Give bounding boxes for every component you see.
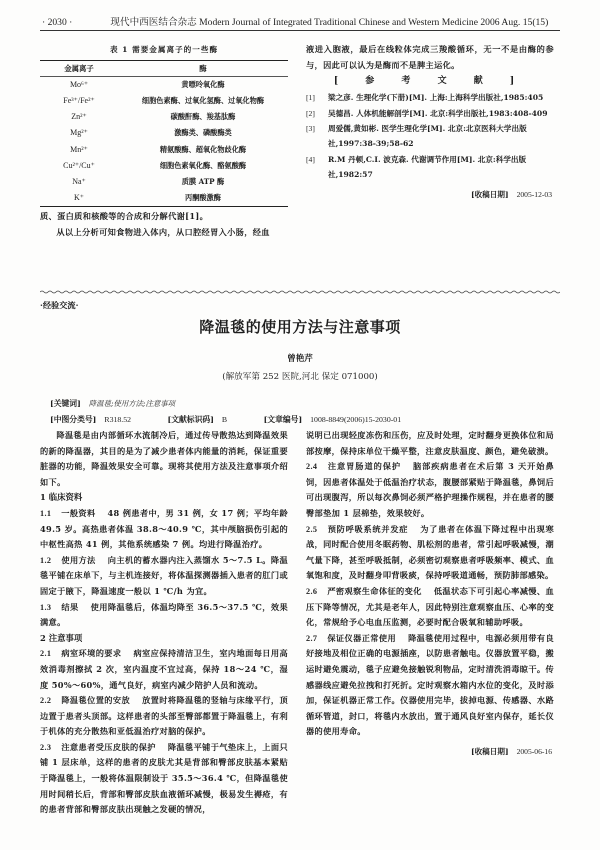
reference-item: [2] 吴德昌. 人体机能解剖学[M]. 北京:科学出版社,1983:408-409: [306, 108, 548, 118]
reference-item: [1] 梁之彦. 生理化学(下册)[M]. 上海:上海科学出版社,1985:405: [306, 93, 544, 103]
running-header: [42, 14, 562, 30]
prev-paragraph-continued: 液进入胞液，最后在线粒体完成三羧酸循环，无一不是由酶的参与，因此可以认为是酶而不是脾主运化。: [306, 44, 554, 70]
article-right-column: [306, 428, 554, 759]
ion-cell: Fe³⁺/Fe²⁺: [63, 96, 95, 106]
table-row: [40, 109, 288, 125]
subsection-2-2: 2.2 降温毯位置的安放 放置时将降温毯的竖轴与床缘平行，顶边置于患者头顶部。这样患者的头部至臀部都置于降温毯上，有利于机体的充分散热和亚低温治疗对脑的保护。: [40, 695, 289, 737]
ion-cell: Na⁺: [72, 177, 86, 187]
article-left-column: [40, 428, 288, 818]
received-date-line: [306, 744, 554, 760]
table-row: [40, 77, 288, 94]
metal-ion-enzyme-table: [40, 60, 288, 207]
keywords-line: [50, 398, 175, 409]
prev-article-right-column: [306, 42, 554, 202]
ion-cell: Mn²⁺: [70, 144, 88, 154]
table-caption: 表 1 需要金属离子的一些酶: [109, 45, 219, 54]
ion-cell: Cu²⁺/Cu⁺: [63, 160, 95, 170]
journal-title: 现代中西医结合杂志 Modern Journal of Integrated Traditional Chinese and Western Medicine 2006 Aug. 15(15): [110, 17, 549, 28]
received-date: 2005-12-03: [516, 189, 552, 199]
subsection-1-3: 1.3 结果 使用降温毯后，体温均降至 36.5～37.5 ℃，效果满意。: [40, 601, 288, 628]
prev-article-left-column: [40, 42, 288, 240]
reference-item: [4] R.M 丹顿,C.I. 波克森. 代谢调节作用[M]. 北京:科学出版社,1982:57: [306, 154, 527, 180]
header-rule: [40, 30, 560, 31]
enzyme-cell: 碳酸酐酶、羧基肽酶: [170, 112, 236, 122]
classification-line: [50, 414, 401, 425]
section-heading-1: 1 临床资料: [40, 492, 83, 503]
article-author: 曾艳芹: [287, 354, 313, 364]
subsection-2-1: 2.1 病室环境的要求 病室应保持清洁卫生，室内地面每日用高效消毒剂擦拭 2 次，室内温度不宜过高，保持 18～24 ℃，湿度 50%～60%，通气良好，病室内减少陪护人员和流动。: [40, 648, 288, 690]
clc-label: [中图分类号]: [50, 415, 97, 424]
subsection-2-3-continued: 说明已出现轻度冻伤和压伤，应及时处理，定时翻身更换体位和局部按摩，保持床单位干燥平整，注意皮肤温度、颜色，避免破溃。: [306, 430, 554, 456]
table-header-ion: 金属离子: [40, 61, 118, 77]
wavy-divider: [40, 290, 560, 294]
table-row: [40, 174, 288, 190]
doc-code-label: [文献标识码]: [167, 415, 214, 424]
enzyme-cell: 激酶类、磷酸酶类: [174, 128, 232, 138]
enzyme-cell: 细胞色素酶、过氧化氢酶、过氧化物酶: [141, 96, 265, 106]
table-row: [40, 93, 288, 109]
article-id-label: [文章编号]: [263, 415, 303, 424]
subsection-1-2: 1.2 使用方法 向主机的蓄水器内注入蒸馏水 5～7.5 L。降温毯平铺在床单下，与主机连接好，将体温探测器插入患者的肛门或固定于腋下，降温速度一般以 1 ℃/h 为宜。: [40, 554, 288, 596]
received-date: 2005-06-16: [516, 746, 552, 756]
received-date-line: [306, 187, 554, 203]
article-affiliation: (解放军第 252 医院,河北 保定 071000): [222, 372, 378, 382]
ion-cell: K⁺: [74, 193, 84, 203]
subsection-2-3: 2.3 注意患者受压皮肤的保护 降温毯平铺于气垫床上，上面只铺 1 层床单，这样的患者的皮肤尤其是背部和臀部皮肤基本紧贴于降温毯上，一般将体温限制设于 35.5～36.4 ℃，但降温毯使用时间稍长后，背部和臀部皮肤血液循环减慢，极易发生褥疮，有的患者背部和臀部皮肤出现触之发硬的情况，: [40, 741, 288, 815]
enzyme-cell: 细胞色素氧化酶、酪氨酸酶: [159, 160, 247, 170]
keywords-label: [关键词]: [50, 399, 81, 408]
keywords-value: 降温毯;使用方法;注意事项: [88, 399, 176, 408]
section-heading-2: 2 注意事项: [40, 632, 83, 643]
received-label: [收稿日期]: [471, 189, 509, 199]
article-title: 降温毯的使用方法与注意事项: [199, 318, 401, 336]
ion-cell: Mo⁶⁺: [69, 80, 89, 89]
subsection-2-6: 2.6 严密观察生命体征的变化 低温状态下可引起心率减慢、血压下降等情况，尤其是老年人，因此特别注意观察血压、心率的变化，常规给予心电血压监测，必要时配合吸氧和辅助呼吸。: [306, 585, 554, 628]
table-row: [40, 142, 288, 158]
reference-item: [3] 周爱儒,黄如彬. 医学生理化学[M]. 北京:北京医科大学出版社,1997:38-39;58-62: [306, 124, 527, 149]
subsection-2-5: 2.5 预防呼吸系统并发症 为了患者在体温下降过程中出现寒战，同时配合使用冬眠药物、肌松剂的患者，常引起呼吸减慢，潮气量下降，甚至呼吸抵制，必须密切观察患者呼吸频率、模式、血氧饱和度，及时翻身叩背吸痰，保持呼吸道通畅，预防肺部感染。: [306, 523, 554, 581]
subsection-2-7: 2.7 保证仪器正常使用 降温毯使用过程中，电源必须用带有良好接地及相位正确的电源插座，以防患者触电。仪器放置平稳，搬运时避免震动，毯子应避免接触锐利物品，定时清洗消毒晾干。传感器线应避免拉拽和打死折。定时观察水箱内水位的变化，及时添加，保证机器正常工作。仪器使用完毕，拔掉电源、传感器、水路循环管道，封口，将毯内水放出，置于通风良好室内保存，延长仪器的使用寿命。: [306, 632, 555, 737]
page-number: · 2030 ·: [42, 17, 73, 28]
enzyme-cell: 质膜 ATP 酶: [181, 177, 225, 187]
section-tag: ·经验交流·: [40, 300, 79, 310]
table-row: [40, 190, 288, 207]
clc-value: R318.52: [104, 415, 132, 424]
table-row: [40, 125, 288, 141]
references-heading: [ 参 考 文 献 ]: [333, 76, 527, 87]
received-label: [收稿日期]: [471, 746, 509, 756]
article-id-value: 1008-8849(2006)15-2030-01: [310, 415, 402, 424]
enzyme-cell: 黄嘌呤氧化酶: [181, 80, 225, 89]
subsection-2-4: 2.4 注意胃肠道的保护 脑部疾病患者在术后第 3 天开始鼻饲，因患者体温处于低温治疗状态，腹腰部紧贴于降温毯，鼻饲后可出现腹泻，所以每次鼻饲必须严格护理操作规程，并在患者的腰臀部垫加 1 层棉垫，效果较好。: [306, 461, 554, 518]
enzyme-cell: 精氨酸酶、超氧化物歧化酶: [159, 144, 247, 154]
enzyme-cell: 丙酮酸激酶: [185, 193, 221, 203]
prev-paragraph-next: 从以上分析可知食物进入体内，从口腔经胃入小肠，经血: [56, 226, 270, 237]
prev-paragraph-end: 质、蛋白质和核酸等的合成和分解代谢[1]。: [40, 211, 209, 222]
subsection-1-1: 1.1 一般资料 48 例患者中，男 31 例，女 17 例；平均年龄 49.5 岁。高热患者体温 38.8～40.9 ℃，其中颅脑损伤引起的中枢性高热 41 例，其他系统感染 7 例。均进行降温治疗。: [40, 507, 288, 550]
doc-code-value: B: [221, 415, 228, 424]
table-header-enzyme: 酶: [118, 61, 288, 77]
ion-cell: Mg²⁺: [70, 128, 88, 138]
table-row: [40, 158, 288, 174]
ion-cell: Zn²⁺: [71, 112, 87, 122]
intro-paragraph: 降温毯是由内部循环水流制冷后，通过传导散热达到降温效果的新的降温器，其目的是为了减少患者体内能量的消耗，保证重要脏器的功能，降温效果安全可靠。现将其使用方法及注意事项介绍如下。: [40, 430, 288, 487]
